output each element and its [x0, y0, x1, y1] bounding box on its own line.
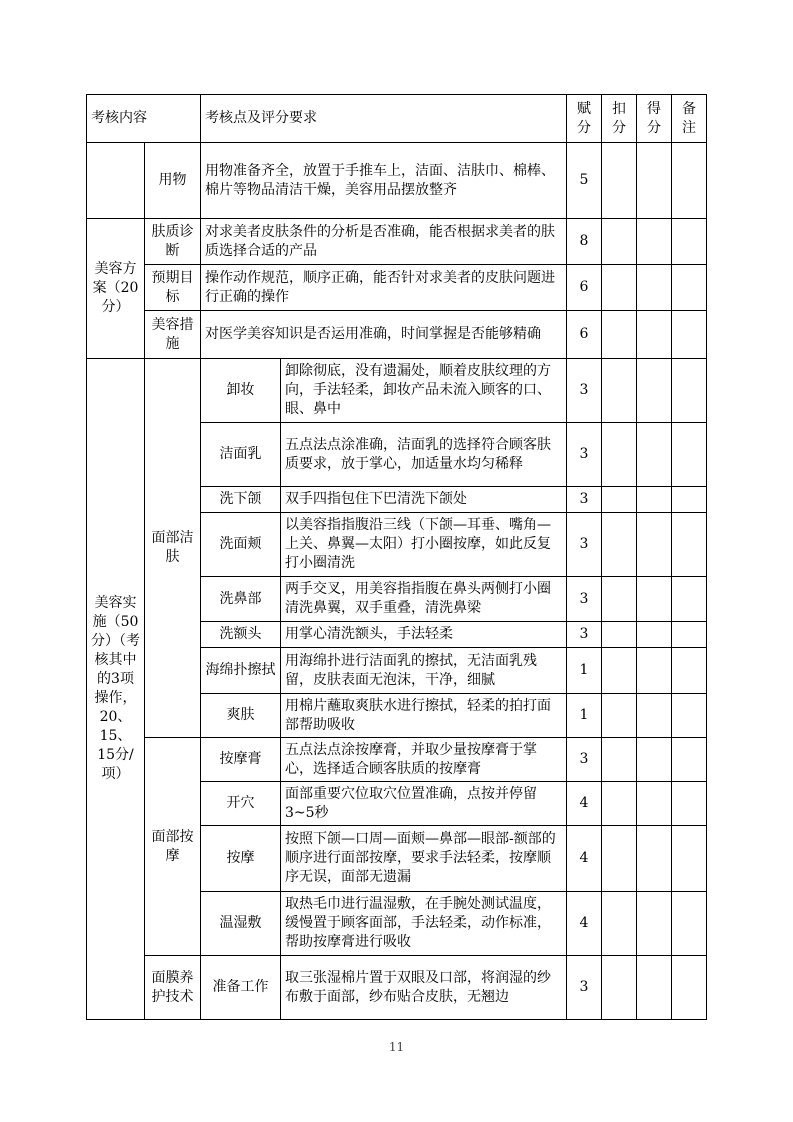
deduct-cell [602, 622, 637, 648]
group-implement: 美容实施（50分）（考核其中的3项操作，20、15、15分/项） [87, 359, 145, 1020]
criteria-text: 五点法点涂按摩膏，并取少量按摩膏于掌心，选择适合顾客肤质的按摩膏 [281, 738, 567, 782]
criteria-text: 操作动作规范，顺序正确，能否针对求美者的皮肤问题进行正确的操作 [201, 265, 567, 311]
deduct-cell [602, 423, 637, 487]
item-label: 准备工作 [201, 956, 281, 1020]
deduct-cell [602, 826, 637, 892]
empty-cell [87, 143, 145, 219]
points-value: 6 [567, 265, 602, 311]
score-cell [637, 265, 672, 311]
remark-cell [672, 513, 707, 577]
item-label: 按摩 [201, 826, 281, 892]
item-label: 洁面乳 [201, 423, 281, 487]
remark-cell [672, 143, 707, 219]
header-points: 赋分 [567, 95, 602, 143]
deduct-cell [602, 513, 637, 577]
criteria-text: 按照下颌—口周—面颊—鼻部—眼部-额部的顺序进行面部按摩，要求手法轻柔，按摩顺序无误，面部无遗漏 [281, 826, 567, 892]
item-label: 按摩膏 [201, 738, 281, 782]
criteria-text: 用棉片蘸取爽肤水进行擦拭，轻柔的拍打面部帮助吸收 [281, 694, 567, 738]
item-label: 预期目标 [145, 265, 201, 311]
score-cell [637, 694, 672, 738]
score-cell [637, 622, 672, 648]
header-content: 考核内容 [87, 95, 201, 143]
points-value: 1 [567, 694, 602, 738]
points-value: 6 [567, 311, 602, 359]
table-row [87, 311, 707, 359]
header-row [87, 95, 707, 143]
points-value: 3 [567, 956, 602, 1020]
remark-cell [672, 782, 707, 826]
score-cell [637, 648, 672, 694]
remark-cell [672, 826, 707, 892]
criteria-text: 用掌心清洗额头，手法轻柔 [281, 622, 567, 648]
table-row [87, 956, 707, 1020]
score-cell [637, 219, 672, 265]
criteria-text: 卸除彻底，没有遗漏处，顺着皮肤纹理的方向，手法轻柔，卸妆产品未流入顾客的口、眼、鼻中 [281, 359, 567, 423]
page-number: 11 [388, 1040, 405, 1054]
deduct-cell [602, 359, 637, 423]
points-value: 4 [567, 782, 602, 826]
criteria-text: 面部重要穴位取穴位置准确，点按并停留3~5秒 [281, 782, 567, 826]
item-label: 洗面颊 [201, 513, 281, 577]
criteria-text: 五点法点涂准确，洁面乳的选择符合顾客肤质要求，放于掌心，加适量水均匀稀释 [281, 423, 567, 487]
deduct-cell [602, 892, 637, 956]
remark-cell [672, 956, 707, 1020]
item-label: 洗额头 [201, 622, 281, 648]
score-cell [637, 826, 672, 892]
points-value: 3 [567, 622, 602, 648]
criteria-text: 用海绵扑进行洁面乳的擦拭，无洁面乳残留，皮肤表面无泡沫，干净，细腻 [281, 648, 567, 694]
criteria-text: 用物准备齐全，放置于手推车上，洁面、洁肤巾、棉棒、棉片等物品清洁干燥，美容用品摆放整齐 [201, 143, 567, 219]
deduct-cell [602, 694, 637, 738]
points-value: 3 [567, 487, 602, 513]
score-cell [637, 311, 672, 359]
criteria-text: 对求美者皮肤条件的分析是否准确，能否根据求美者的肤质选择合适的产品 [201, 219, 567, 265]
header-deduct: 扣分 [602, 95, 637, 143]
points-value: 1 [567, 648, 602, 694]
deduct-cell [602, 782, 637, 826]
item-label: 肤质诊断 [145, 219, 201, 265]
scoring-table [86, 94, 707, 1020]
score-cell [637, 782, 672, 826]
subgroup-face-massage: 面部按摩 [145, 738, 201, 956]
item-label: 温湿敷 [201, 892, 281, 956]
header-remark: 备注 [672, 95, 707, 143]
table-row [87, 265, 707, 311]
score-cell [637, 738, 672, 782]
deduct-cell [602, 143, 637, 219]
score-cell [637, 359, 672, 423]
remark-cell [672, 892, 707, 956]
score-cell [637, 956, 672, 1020]
score-cell [637, 892, 672, 956]
deduct-cell [602, 956, 637, 1020]
criteria-text: 以美容指指腹沿三线（下颌—耳垂、嘴角—上关、鼻翼—太阳）打小圈按摩，如此反复打小圈清洗 [281, 513, 567, 577]
table-row [87, 219, 707, 265]
deduct-cell [602, 487, 637, 513]
item-label: 洗下颌 [201, 487, 281, 513]
table-row [87, 738, 707, 782]
remark-cell [672, 622, 707, 648]
deduct-cell [602, 311, 637, 359]
table-row [87, 143, 707, 219]
deduct-cell [602, 738, 637, 782]
criteria-text: 取热毛巾进行温湿敷，在手腕处测试温度，缓慢置于顾客面部，手法轻柔，动作标准，帮助按摩膏进行吸收 [281, 892, 567, 956]
deduct-cell [602, 219, 637, 265]
score-cell [637, 423, 672, 487]
item-label: 开穴 [201, 782, 281, 826]
points-value: 4 [567, 826, 602, 892]
score-cell [637, 487, 672, 513]
points-value: 5 [567, 143, 602, 219]
remark-cell [672, 265, 707, 311]
item-label: 卸妆 [201, 359, 281, 423]
remark-cell [672, 648, 707, 694]
deduct-cell [602, 265, 637, 311]
remark-cell [672, 311, 707, 359]
deduct-cell [602, 577, 637, 622]
criteria-text: 两手交叉，用美容指指腹在鼻头两侧打小圈清洗鼻翼，双手重叠，清洗鼻梁 [281, 577, 567, 622]
points-value: 3 [567, 359, 602, 423]
item-label: 海绵扑擦拭 [201, 648, 281, 694]
criteria-text: 对医学美容知识是否运用准确，时间掌握是否能够精确 [201, 311, 567, 359]
deduct-cell [602, 648, 637, 694]
table-row [87, 359, 707, 423]
item-label: 洗鼻部 [201, 577, 281, 622]
score-cell [637, 143, 672, 219]
points-value: 3 [567, 423, 602, 487]
points-value: 8 [567, 219, 602, 265]
item-label: 美容措施 [145, 311, 201, 359]
remark-cell [672, 423, 707, 487]
item-label: 爽肤 [201, 694, 281, 738]
remark-cell [672, 487, 707, 513]
remark-cell [672, 694, 707, 738]
remark-cell [672, 738, 707, 782]
score-cell [637, 577, 672, 622]
score-cell [637, 513, 672, 577]
item-label: 用物 [145, 143, 201, 219]
points-value: 3 [567, 513, 602, 577]
criteria-text: 双手四指包住下巴清洗下颌处 [281, 487, 567, 513]
subgroup-mask-care: 面膜养护技术 [145, 956, 201, 1020]
remark-cell [672, 577, 707, 622]
points-value: 4 [567, 892, 602, 956]
header-criteria: 考核点及评分要求 [201, 95, 567, 143]
criteria-text: 取三张湿棉片置于双眼及口部，将润湿的纱布敷于面部，纱布贴合皮肤，无翘边 [281, 956, 567, 1020]
points-value: 3 [567, 738, 602, 782]
points-value: 3 [567, 577, 602, 622]
remark-cell [672, 359, 707, 423]
header-score: 得分 [637, 95, 672, 143]
group-plan: 美容方案（20分） [87, 219, 145, 359]
remark-cell [672, 219, 707, 265]
subgroup-face-cleanse: 面部洁肤 [145, 359, 201, 738]
